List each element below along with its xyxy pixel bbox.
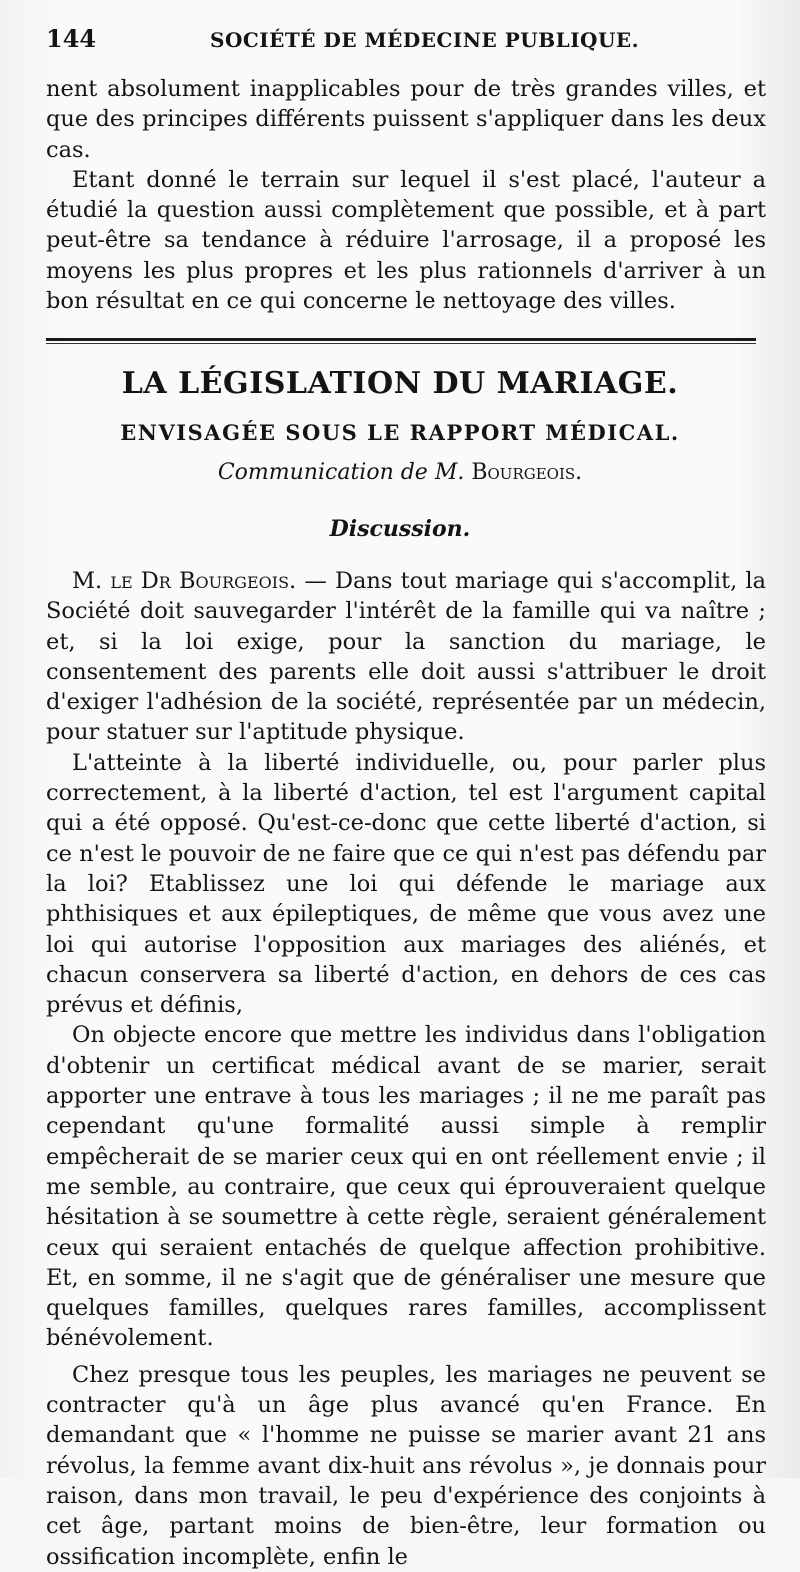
communication-prefix: Communication de M. [217,460,465,485]
body-paragraph-3: On objecte encore que mettre les individus dans l'obligation d'obtenir un certificat médical avant de se marier, serait apporter une entrave à tous les mariages ; il ne me paraît pas cependant qu'une formalité aussi simple à remplir empêcherait de se marier ceux qui en ont réellement envie ; il me semble, au contraire, que ceux qui éprouveraient quelque hésitation à se soumettre à cette règle, seraient généralement ceux qui seraient entachés de quelque affection prohibitive. Et, en somme, il ne s'agit que de généraliser une mesure que quelques familles, quelques rares familles, accomplissent bénévolement. [46,1022,766,1352]
body-paragraph-1 [46,566,766,748]
intro-paragraph-2: Etant donné le terrain sur lequel il s'est placé, l'auteur a étudié la question aussi complètement que possible, et à part peut-être sa tendance à réduire l'arrosage, il a proposé les moyens les plus propres et les plus rationnels d'arriver à un bon résultat en ce qui concerne le nettoyage des villes. [46,166,766,315]
discussion-heading: Discussion. [329,516,471,542]
body-paragraph-1-text: — Dans tout mariage qui s'accomplit, la Société doit sauvegarder l'intérêt de la famille qui va naître ; et, si la loi exige, pour la sanction du mariage, le consentement des parents elle doit aussi s'attribuer le droit d'exiger l'adhésion de la société, représentée par un médecin, pour statuer sur l'aptitude physique. [46,568,767,746]
intro-text [46,74,766,316]
communication-author: Bourgeois. [471,460,583,485]
body-paragraph-2: L'atteinte à la liberté individuelle, ou, pour parler plus correctement, à la liberté d'action, tel est l'argument capital qui a été opposé. Qu'est-ce-donc que cette liberté d'action, si ce n'est le pouvoir de ne faire que ce qui n'est pas défendu par la loi? Etablissez une loi qui défende le mariage aux phthisiques et aux épileptiques, de même que vous avez une loi qui autorise l'opposition aux mariages des aliénés, et chacun conservera sa liberté d'action, en dehors de ces cas prévus et définis, [46,749,766,1019]
communication-line [40,460,760,485]
article-title: LA LÉGISLATION DU MARIAGE. [121,366,679,401]
intro-paragraph-1: nent absolument inapplicables pour de très grandes villes, et que des principes différents puissent s'appliquer dans les deux cas. [46,76,766,163]
body-text [46,566,766,1572]
section-divider [46,338,756,341]
page-number: 144 [46,24,97,53]
article-subtitle: ENVISAGÉE SOUS LE RAPPORT MÉDICAL. [120,420,680,445]
body-paragraph-4: Chez presque tous les peuples, les mariages ne peuvent se contracter qu'à un âge plus avancé qu'en France. En demandant que « l'homme ne puisse se marier avant 21 ans révolus, la femme avant dix-huit ans révolus », je donnais pour raison, dans mon travail, le peu d'expérience des conjoints à cet âge, partant moins de bien-être, leur formation ou ossification incomplète, enfin le [46,1361,766,1570]
speaker-name: M. le Dr Bourgeois. [72,568,297,594]
page-header [40,24,760,64]
running-title: SOCIÉTÉ DE MÉDECINE PUBLIQUE. [210,28,640,52]
